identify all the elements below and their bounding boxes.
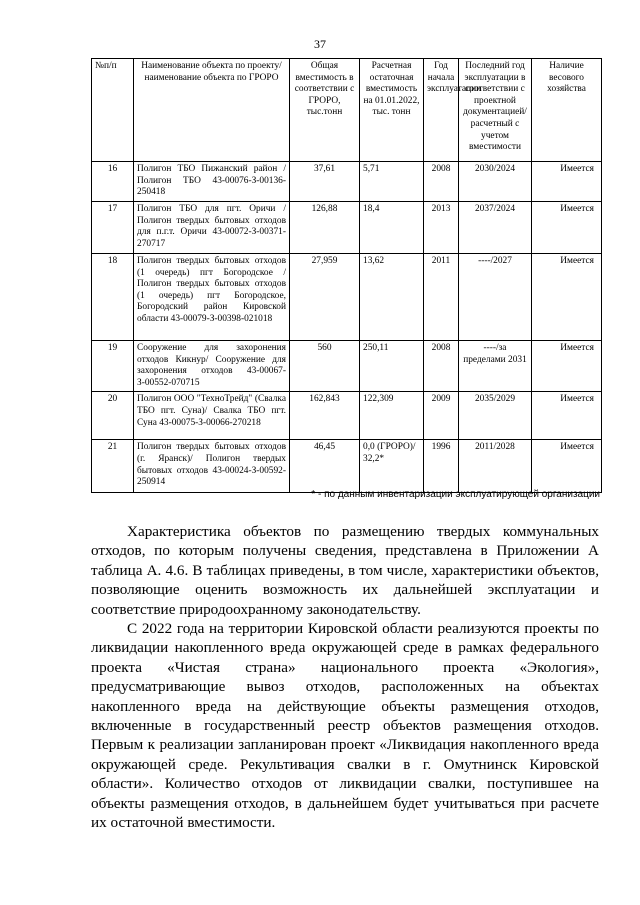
row-name: Полигон ТБО Пижанский район / Полигон ТБО 43-00076-З-00136-250418 [134, 162, 290, 202]
row-num: 19 [92, 341, 134, 392]
row-name: Сооружение для захоронения отходов Кикнур/ Сооружение для захоронения отходов 43-00067-З-00552-070715 [134, 341, 290, 392]
table-row [92, 440, 602, 493]
header-num: №п/п [92, 59, 134, 162]
table-row [92, 341, 602, 392]
table-footnote: * - по данным инвентаризации эксплуатирующей организации [311, 489, 600, 500]
row-weighing: Имеется [532, 392, 602, 440]
row-total: 560 [290, 341, 360, 392]
row-total: 46,45 [290, 440, 360, 493]
header-remaining-capacity: Расчетная остаточная вместимость на 01.01.2022, тыс. тонн [360, 59, 424, 162]
row-remaining: 122,309 [360, 392, 424, 440]
row-last-year: 2035/2029 [459, 392, 532, 440]
row-weighing: Имеется [532, 440, 602, 493]
row-last-year: ----/2027 [459, 254, 532, 341]
row-weighing: Имеется [532, 202, 602, 254]
row-name: Полигон твердых бытовых отходов (1 очередь) пгт Богородское / Полигон твердых бытовых отходов (1 очередь) пгт Богородское, Богородский район Кировской области 43-00079-З-00398-021018 [134, 254, 290, 341]
page-number: 37 [314, 37, 326, 51]
row-year: 2011 [424, 254, 459, 341]
row-name: Полигон ООО "ТехноТрейд" (Свалка ТБО пгт. Суна)/ Свалка ТБО пгт. Суна 43-00075-З-00066-270218 [134, 392, 290, 440]
row-last-year: 2030/2024 [459, 162, 532, 202]
body-paragraph: С 2022 года на территории Кировской области реализуются проекты по ликвидации накопленного вреда окружающей среде в рамках федерального проекта «Чистая страна» национального проекта «Экология», предусматривающие вывоз отходов, расположенных на объектах накопленного вреда на действующие объекты размещения отходов, включенные в государственный реестр объектов размещения отходов. Первым к реализации запланирован проект «Ликвидация накопленного вреда окружающей среде. Рекультивация свалки в г. Омутнинск Кировской области». Количество отходов от ликвидации свалки, поступившее на объекты размещения отходов, в дальнейшем будет учитываться при расчете их остаточной вместимости. [91, 620, 599, 832]
row-year: 2008 [424, 341, 459, 392]
header-total-capacity: Общая вместимость в соответствии с ГРОРО, тыс.тонн [290, 59, 360, 162]
row-num: 20 [92, 392, 134, 440]
table-row [92, 202, 602, 254]
row-num: 16 [92, 162, 134, 202]
row-remaining: 5,71 [360, 162, 424, 202]
header-start-year: Год начала эксплуатации [424, 59, 459, 162]
row-last-year: 2037/2024 [459, 202, 532, 254]
table-row [92, 392, 602, 440]
row-name: Полигон твердых бытовых отходов (г. Яранск)/ Полигон твердых бытовых отходов 43-00024-З-00592-250914 [134, 440, 290, 493]
row-remaining: 13,62 [360, 254, 424, 341]
row-total: 37,61 [290, 162, 360, 202]
row-total: 27,959 [290, 254, 360, 341]
row-weighing: Имеется [532, 162, 602, 202]
table-row [92, 162, 602, 202]
row-weighing: Имеется [532, 254, 602, 341]
row-num: 21 [92, 440, 134, 493]
row-last-year: 2011/2028 [459, 440, 532, 493]
header-name: Наименование объекта по проекту/ наименование объекта по ГРОРО [134, 59, 290, 162]
waste-objects-table [91, 58, 602, 493]
row-year: 2008 [424, 162, 459, 202]
row-remaining: 18,4 [360, 202, 424, 254]
row-year: 1996 [424, 440, 459, 493]
row-year: 2013 [424, 202, 459, 254]
table-header-row [92, 59, 602, 162]
body-paragraph: Характеристика объектов по размещению твердых коммунальных отходов, по которым получены сведения, представлена в Приложении А таблица А. 4.6. В таблицах приведены, в том числе, характеристики объектов, позволяющие оценить возможность их дальнейшей эксплуатации и соответствие природоохранному законодательству. [91, 523, 599, 618]
row-num: 17 [92, 202, 134, 254]
header-last-year: Последний год эксплуатации в соответствии с проектной документацией/ расчетный с учетом вместимости [459, 59, 532, 162]
row-name: Полигон ТБО для пгт. Оричи / Полигон твердых бытовых отходов для п.г.т. Оричи 43-00072-З-00371-270717 [134, 202, 290, 254]
header-weighing-facility: Наличие весового хозяйства [532, 59, 602, 162]
row-last-year: ----/за пределами 2031 [459, 341, 532, 392]
row-total: 126,88 [290, 202, 360, 254]
row-year: 2009 [424, 392, 459, 440]
row-weighing: Имеется [532, 341, 602, 392]
row-total: 162,843 [290, 392, 360, 440]
row-remaining: 250,11 [360, 341, 424, 392]
row-num: 18 [92, 254, 134, 341]
table-row [92, 254, 602, 341]
row-remaining: 0,0 (ГРОРО)/ 32,2* [360, 440, 424, 493]
